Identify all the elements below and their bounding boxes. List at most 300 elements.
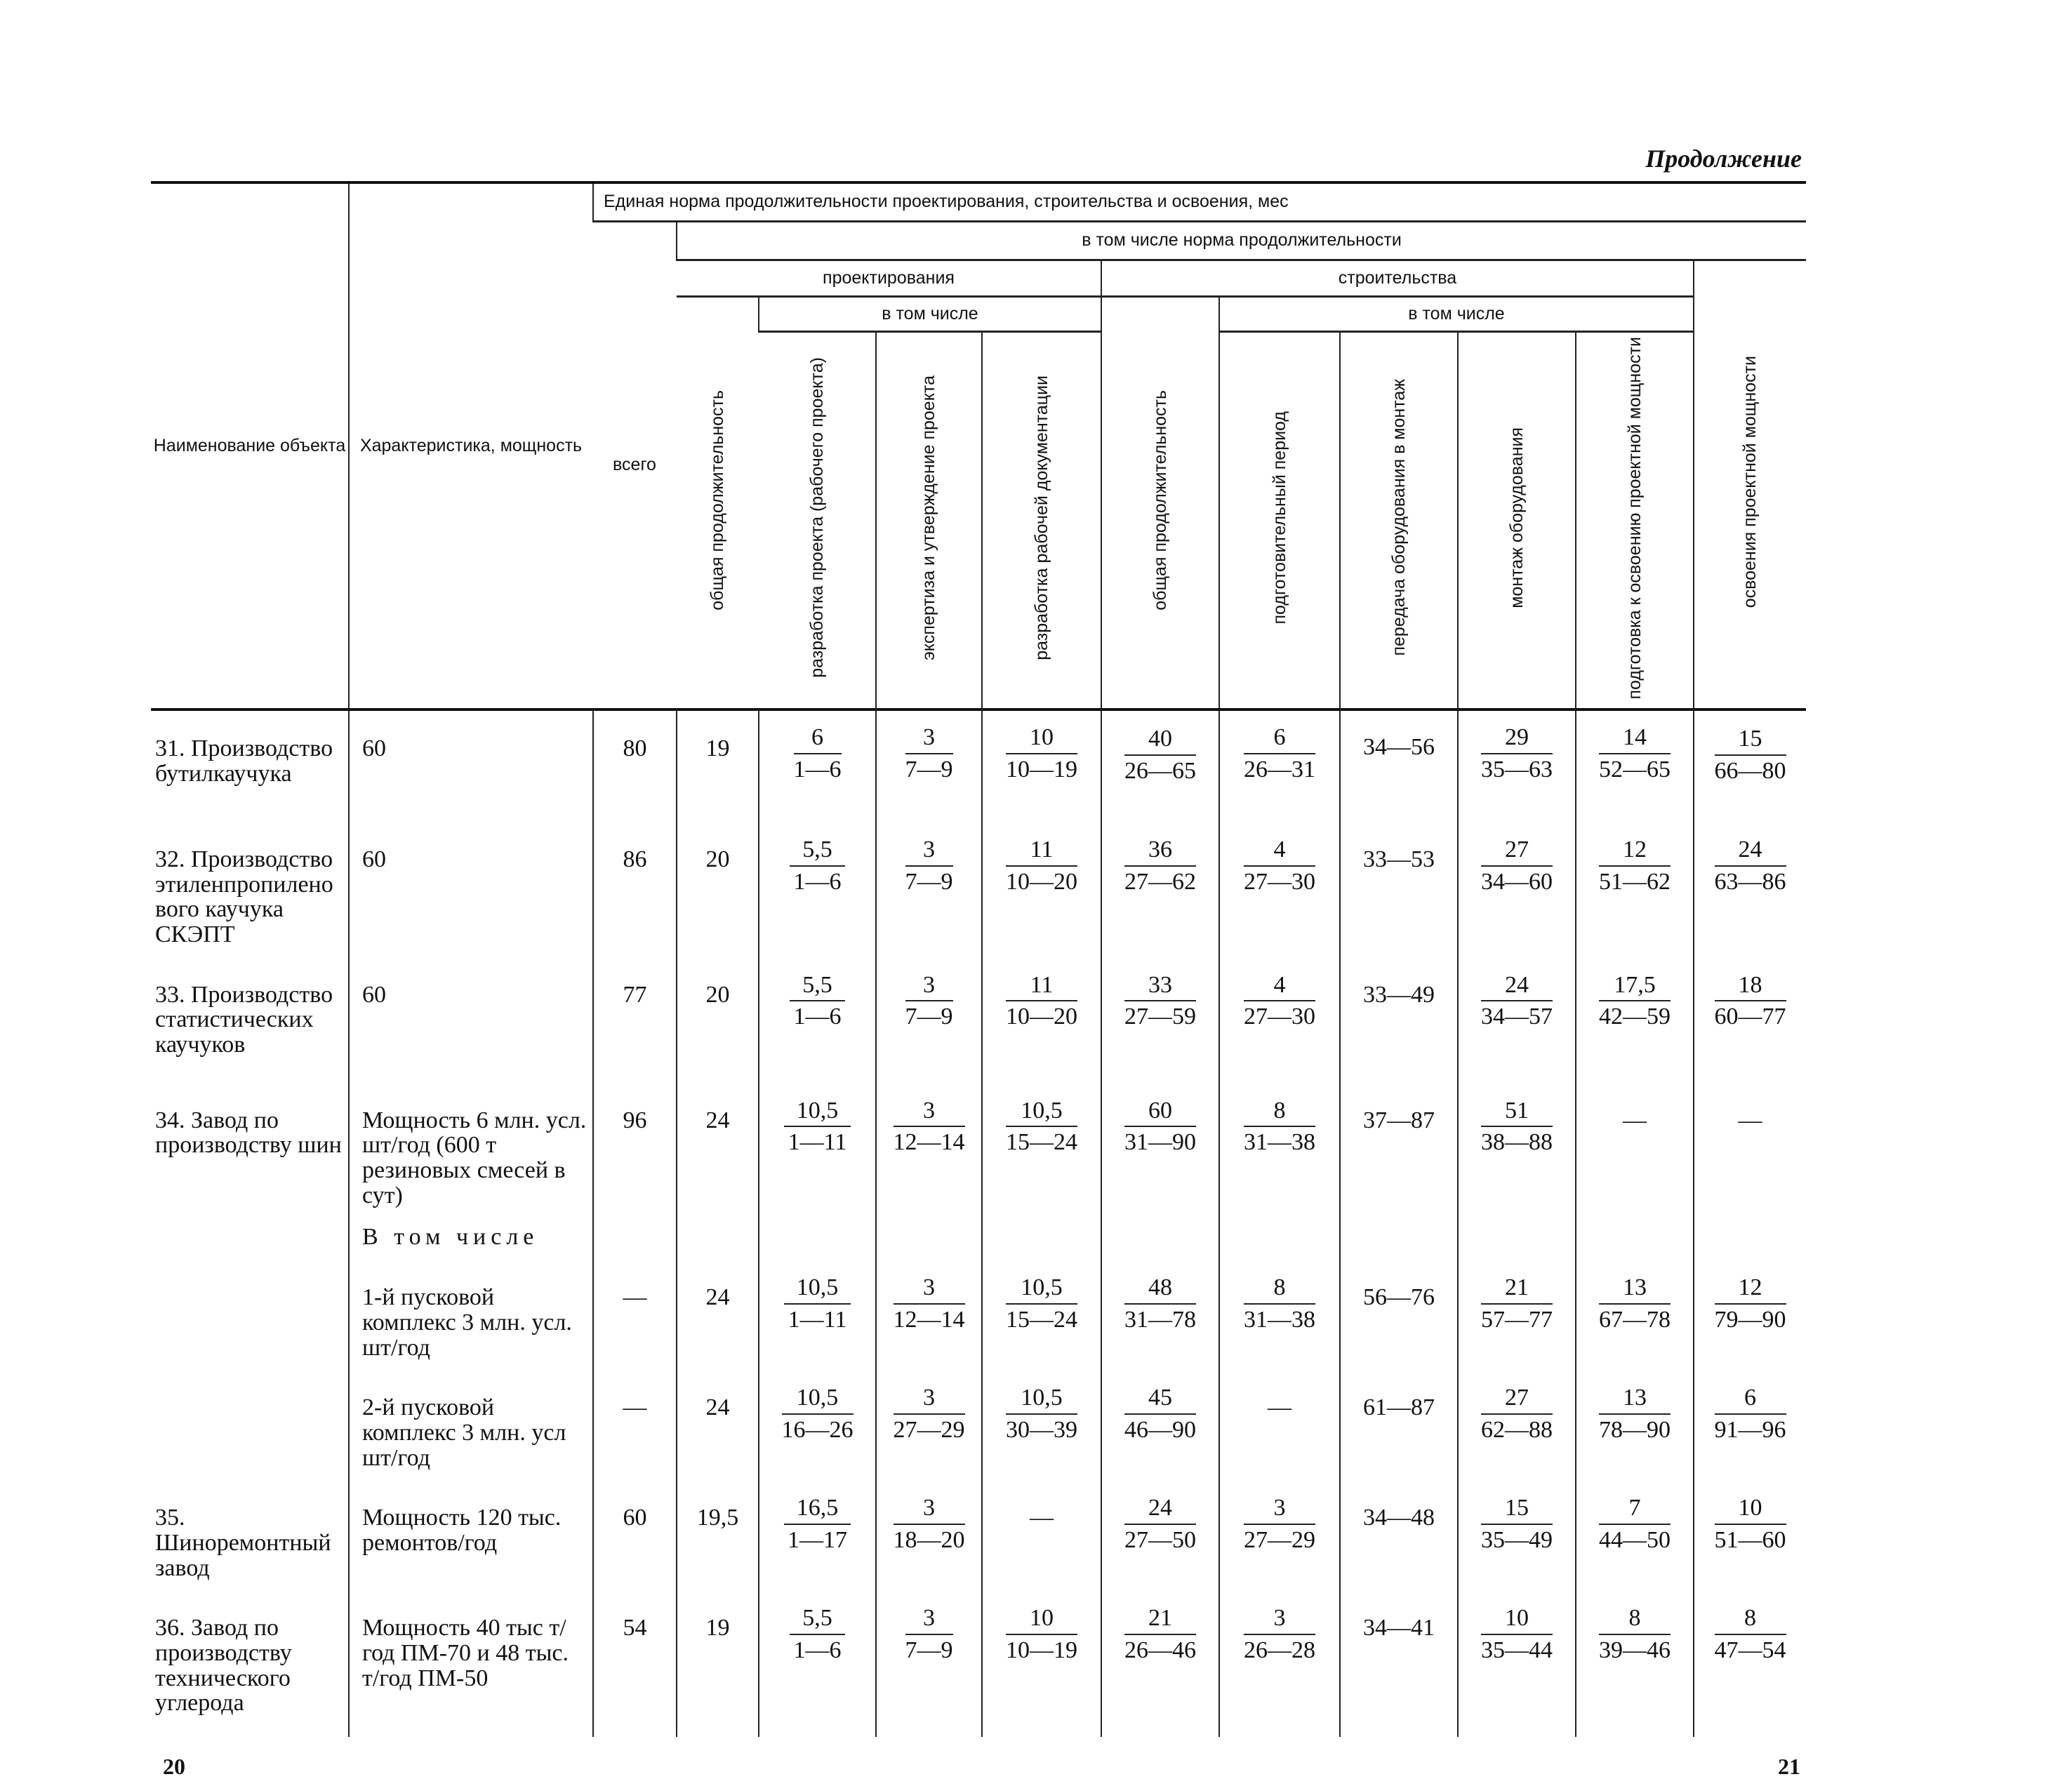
cell-work: — [982, 1480, 1101, 1590]
duration: 27 [1481, 837, 1553, 867]
header-unified-norm: Единая норма продолжительности проектирования, строительства и освоения, мес [593, 182, 1806, 221]
cell-mount [1458, 1480, 1576, 1590]
fraction [1481, 1098, 1553, 1155]
cell-exp [876, 1083, 982, 1218]
cell-transfer: 61—87 [1340, 1370, 1458, 1480]
period-range: 27—62 [1124, 868, 1196, 895]
fraction [782, 1385, 854, 1442]
duration: 12 [1715, 1275, 1786, 1305]
fraction [905, 973, 953, 1030]
header-constr-transfer: передача оборудования в монтаж [1388, 379, 1409, 656]
table-row [151, 957, 1806, 1083]
period-range: 1—17 [788, 1526, 847, 1553]
header-total: всего [593, 221, 677, 709]
duration: 6 [794, 725, 842, 754]
header-name: Наименование объекта [151, 182, 349, 709]
fraction [790, 973, 845, 1030]
cell-total: 96 [593, 1083, 677, 1218]
cell-transfer: 34—48 [1340, 1480, 1458, 1590]
cell-prep [1219, 1480, 1340, 1590]
fraction [1481, 973, 1553, 1030]
cell-exp [876, 1260, 982, 1370]
period-range: 27—30 [1244, 868, 1315, 895]
cell-dev [759, 1480, 876, 1590]
duration: 33 [1124, 973, 1196, 1002]
cell-mastery [1694, 709, 1806, 822]
characteristic: 2-й пусковой комплекс 3 млн. усл шт/год [349, 1370, 593, 1480]
period-range: 18—20 [893, 1526, 965, 1553]
fraction [790, 837, 845, 894]
period-range: 1—6 [793, 1637, 842, 1664]
cell-prep [1219, 1218, 1340, 1260]
period-range: 67—78 [1599, 1306, 1671, 1333]
fraction [1244, 973, 1315, 1030]
fraction [1124, 726, 1196, 783]
cell-mount [1458, 1370, 1576, 1480]
cell-ct [1101, 1260, 1219, 1370]
fraction [1006, 1606, 1077, 1663]
fraction [1006, 1098, 1077, 1155]
period-range: 38—88 [1481, 1129, 1553, 1156]
header-constr-mount: монтаж оборудования [1506, 427, 1527, 608]
duration: 10,5 [784, 1098, 851, 1128]
fraction [894, 1495, 965, 1552]
duration: 24 [1481, 973, 1553, 1002]
header-construction: строительства [1101, 260, 1694, 296]
duration: 3 [894, 1098, 965, 1128]
cell-ready: — [1576, 1083, 1694, 1218]
period-range: 31—38 [1244, 1129, 1315, 1156]
cell-ready [1576, 1218, 1694, 1260]
period-range: 7—9 [905, 1637, 953, 1664]
duration: 17,5 [1599, 973, 1671, 1002]
cell-dt: 24 [677, 1370, 759, 1480]
header-constr-ready: подготовка к освоению проектной мощности [1624, 336, 1645, 699]
period-range: 78—90 [1599, 1416, 1671, 1443]
fraction [1244, 1098, 1315, 1155]
period-range: 15—24 [1006, 1129, 1077, 1156]
fraction [1006, 1275, 1077, 1332]
cell-prep [1219, 957, 1340, 1083]
duration: 15 [1715, 726, 1786, 756]
cell-transfer [1340, 1218, 1458, 1260]
duration: 21 [1481, 1275, 1553, 1305]
fraction [905, 725, 953, 782]
fraction [1124, 1385, 1196, 1442]
object-name: 33. Производство статистических каучуков [155, 981, 333, 1058]
period-range: 12—14 [893, 1306, 965, 1333]
fraction [1481, 1275, 1553, 1332]
fraction [784, 1098, 851, 1155]
header-constr-incl: в том числе [1219, 296, 1694, 331]
cell-dev [759, 1260, 876, 1370]
fraction [1006, 837, 1077, 894]
fraction [1244, 837, 1315, 894]
cell-exp [876, 1370, 982, 1480]
cell-exp [876, 709, 982, 822]
cell-prep [1219, 1590, 1340, 1737]
cell-exp [876, 1218, 982, 1260]
object-name: 35. Шиноремонтный завод [155, 1505, 331, 1581]
fraction [894, 1275, 965, 1332]
period-range: 34—60 [1481, 868, 1553, 895]
cell-mastery [1694, 1480, 1806, 1590]
fraction [1124, 1606, 1196, 1663]
duration: 10,5 [1006, 1098, 1077, 1128]
cell-dev [759, 709, 876, 822]
period-range: 47—54 [1714, 1637, 1786, 1664]
duration: 3 [894, 1495, 965, 1525]
period-range: 26—46 [1124, 1637, 1196, 1664]
duration: 11 [1006, 973, 1077, 1002]
duration: 18 [1715, 973, 1786, 1002]
period-range: 35—49 [1481, 1526, 1553, 1553]
cell-ready [1576, 957, 1694, 1083]
header-design-incl: в том числе [759, 296, 1101, 331]
cell-prep [1219, 822, 1340, 957]
fraction [894, 1098, 965, 1155]
cell-dev [759, 822, 876, 957]
duration: 11 [1006, 837, 1077, 867]
cell-transfer: 34—41 [1340, 1590, 1458, 1737]
cell-ct [1101, 822, 1219, 957]
cell-ct [1101, 1083, 1219, 1218]
object-name: 36. Завод по производству технического углерода [155, 1615, 292, 1717]
fraction [1481, 1385, 1553, 1442]
duration: 3 [905, 837, 953, 867]
period-range: 63—86 [1714, 868, 1786, 895]
period-range: 35—63 [1481, 756, 1553, 782]
duration: 3 [905, 1606, 953, 1635]
fraction [1599, 973, 1671, 1030]
cell-prep [1219, 709, 1340, 822]
cell-prep: — [1219, 1370, 1340, 1480]
period-range: 1—11 [788, 1129, 847, 1156]
fraction [1244, 1606, 1315, 1663]
fraction [784, 1275, 851, 1332]
duration: 8 [1715, 1606, 1786, 1635]
duration: 4 [1244, 837, 1315, 867]
period-range: 35—44 [1481, 1637, 1553, 1664]
cell-dev [759, 1083, 876, 1218]
duration: 10,5 [782, 1385, 854, 1415]
cell-dt: 19,5 [677, 1480, 759, 1590]
cell-dev [759, 1370, 876, 1480]
cell-exp [876, 1480, 982, 1590]
cell-prep [1219, 1260, 1340, 1370]
duration: 3 [905, 725, 953, 754]
header-design-work: разработка рабочей документации [1031, 375, 1051, 660]
duration: 5,5 [790, 837, 845, 867]
table-row [151, 1260, 1806, 1370]
cell-total: 86 [593, 822, 677, 957]
period-range: 27—29 [893, 1416, 965, 1443]
cell-exp [876, 1590, 982, 1737]
period-range: 10—19 [1006, 756, 1077, 782]
duration: 5,5 [790, 1606, 845, 1635]
header-incl-norm: в том числе норма продолжительности [677, 221, 1806, 260]
duration: 14 [1599, 725, 1671, 754]
fraction [1599, 725, 1671, 782]
characteristic: В том числе [349, 1218, 593, 1260]
cell-work [982, 957, 1101, 1083]
duration: 45 [1124, 1385, 1196, 1415]
period-range: 7—9 [905, 1004, 953, 1030]
duration: 10 [1481, 1606, 1553, 1635]
cell-total: — [593, 1370, 677, 1480]
cell-dt: 24 [677, 1083, 759, 1218]
header-design-dev: разработка проекта (рабочего проекта) [806, 357, 827, 679]
duration: 6 [1715, 1385, 1786, 1415]
fraction [1244, 1275, 1315, 1332]
characteristic: 60 [349, 822, 593, 957]
fraction [1481, 837, 1553, 894]
fraction [1481, 1495, 1553, 1552]
header-constr-prep: подготовительный период [1269, 411, 1289, 625]
cell-work [982, 1083, 1101, 1218]
fraction [1006, 725, 1077, 782]
cell-dt [677, 1218, 759, 1260]
characteristic: Мощность 40 тыс т/год ПМ-70 и 48 тыс. т/год ПМ-50 [349, 1590, 593, 1737]
cell-work [982, 1218, 1101, 1260]
object-name: 34. Завод по производству шин [155, 1107, 342, 1159]
duration: 3 [894, 1385, 965, 1415]
cell-mount [1458, 1590, 1576, 1737]
cell-mastery [1694, 1260, 1806, 1370]
period-range: 66—80 [1714, 757, 1786, 784]
cell-mount [1458, 822, 1576, 957]
cell-transfer: 33—53 [1340, 822, 1458, 957]
fraction [794, 725, 842, 782]
table-row [151, 1480, 1806, 1590]
cell-total: 77 [593, 957, 677, 1083]
fraction [905, 837, 953, 894]
period-range: 27—29 [1244, 1526, 1315, 1553]
period-range: 27—30 [1244, 1004, 1315, 1030]
fraction [1481, 725, 1553, 782]
period-range: 42—59 [1599, 1004, 1671, 1030]
duration: 10,5 [784, 1275, 851, 1305]
duration: 10,5 [1006, 1275, 1077, 1305]
cell-ready [1576, 1480, 1694, 1590]
cell-mastery [1694, 822, 1806, 957]
header-design: проектирования [677, 260, 1101, 296]
duration: 10 [1715, 1495, 1786, 1525]
cell-work [982, 822, 1101, 957]
page-footer [151, 1754, 1806, 1779]
cell-mastery [1694, 1590, 1806, 1737]
duration: 48 [1124, 1275, 1196, 1305]
cell-dev [759, 1218, 876, 1260]
duration: 12 [1599, 837, 1671, 867]
duration: 10 [1006, 1606, 1077, 1635]
period-range: 16—26 [781, 1416, 854, 1443]
period-range: 15—24 [1006, 1306, 1077, 1333]
cell-total [593, 1218, 677, 1260]
period-range: 31—90 [1124, 1129, 1196, 1156]
table-row [151, 1590, 1806, 1737]
cell-ct [1101, 1590, 1219, 1737]
duration: 36 [1124, 837, 1196, 867]
object-name: 32. Производство этиленпропиленового каучука СКЭПТ [155, 846, 333, 948]
duration: 10 [1006, 725, 1077, 754]
fraction [1715, 1275, 1786, 1332]
period-range: 46—90 [1124, 1416, 1196, 1443]
characteristic: 1-й пусковой комплекс 3 млн. усл. шт/год [349, 1260, 593, 1370]
duration: 40 [1124, 726, 1196, 756]
cell-mastery [1694, 957, 1806, 1083]
duration: 10,5 [1006, 1385, 1077, 1415]
cell-transfer: 33—49 [1340, 957, 1458, 1083]
period-range: 57—77 [1481, 1306, 1553, 1333]
period-range: 10—19 [1006, 1637, 1077, 1664]
duration: 27 [1481, 1385, 1553, 1415]
fraction [1244, 725, 1315, 782]
cell-total: 54 [593, 1590, 677, 1737]
cell-ready [1576, 1260, 1694, 1370]
fraction [1124, 1275, 1196, 1332]
duration: 60 [1124, 1098, 1196, 1128]
cell-mount [1458, 957, 1576, 1083]
fraction [1244, 1495, 1315, 1552]
cell-dt: 19 [677, 709, 759, 822]
fraction [1124, 1098, 1196, 1155]
period-range: 62—88 [1481, 1416, 1553, 1443]
cell-transfer: 34—56 [1340, 709, 1458, 822]
fraction [1715, 1385, 1786, 1442]
cell-mastery: — [1694, 1083, 1806, 1218]
duration: 24 [1124, 1495, 1196, 1525]
fraction [894, 1385, 965, 1442]
duration: 8 [1244, 1275, 1315, 1305]
fraction [1599, 1606, 1671, 1663]
cell-mount [1458, 1083, 1576, 1218]
fraction [1599, 837, 1671, 894]
fraction [1715, 1606, 1786, 1663]
period-range: 91—96 [1714, 1416, 1786, 1443]
duration: 5,5 [790, 973, 845, 1002]
period-range: 1—6 [793, 1004, 842, 1030]
object-name [151, 1218, 349, 1260]
fraction [1599, 1275, 1671, 1332]
cell-transfer: 56—76 [1340, 1260, 1458, 1370]
cell-prep [1219, 1083, 1340, 1218]
cell-total: 60 [593, 1480, 677, 1590]
duration: 4 [1244, 973, 1315, 1002]
fraction [1006, 1385, 1077, 1442]
cell-ct [1101, 1218, 1219, 1260]
period-range: 52—65 [1599, 756, 1671, 782]
duration: 51 [1481, 1098, 1553, 1128]
period-range: 7—9 [905, 868, 953, 895]
continuation-label: Продолжение [1645, 145, 1802, 173]
object-name [151, 1370, 349, 1480]
page-number-right: 21 [1778, 1754, 1800, 1779]
period-range: 1—6 [793, 756, 842, 782]
cell-ready [1576, 1370, 1694, 1480]
object-name: 31. Производство бутилкаучука [155, 735, 333, 787]
cell-ct [1101, 1370, 1219, 1480]
table-row [151, 1218, 1806, 1260]
fraction [905, 1606, 953, 1663]
period-range: 10—20 [1006, 1004, 1077, 1030]
period-range: 12—14 [893, 1129, 965, 1156]
fraction [1715, 726, 1786, 783]
period-range: 30—39 [1006, 1416, 1077, 1443]
duration: 3 [905, 973, 953, 1002]
cell-work [982, 1590, 1101, 1737]
period-range: 1—6 [793, 868, 842, 895]
duration: 8 [1244, 1098, 1315, 1128]
table-row [151, 822, 1806, 957]
fraction [1715, 973, 1786, 1030]
page-number-left: 20 [163, 1754, 185, 1779]
fraction [1715, 837, 1786, 894]
table-row [151, 709, 1806, 822]
cell-exp [876, 957, 982, 1083]
object-name [151, 1260, 349, 1370]
duration: 8 [1599, 1606, 1671, 1635]
period-range: 44—50 [1599, 1526, 1671, 1553]
duration: 29 [1481, 725, 1553, 754]
period-range: 26—31 [1244, 756, 1315, 782]
duration-norms-table [151, 181, 1806, 1737]
duration: 6 [1244, 725, 1315, 754]
fraction [790, 1606, 845, 1663]
table-row [151, 1083, 1806, 1218]
duration: 3 [894, 1275, 965, 1305]
period-range: 51—60 [1714, 1526, 1786, 1553]
duration: 3 [1244, 1495, 1315, 1525]
cell-ready [1576, 709, 1694, 822]
period-range: 26—65 [1124, 757, 1196, 784]
characteristic: Мощность 120 тыс. ремонтов/год [349, 1480, 593, 1590]
fraction [1124, 973, 1196, 1030]
cell-ready [1576, 1590, 1694, 1737]
fraction [1006, 973, 1077, 1030]
cell-mastery [1694, 1370, 1806, 1480]
duration: 13 [1599, 1275, 1671, 1305]
fraction [1124, 837, 1196, 894]
duration: 21 [1124, 1606, 1196, 1635]
header-characteristic: Характеристика, мощность [349, 182, 593, 709]
period-range: 7—9 [905, 756, 953, 782]
duration: 15 [1481, 1495, 1553, 1525]
fraction [1715, 1495, 1786, 1552]
cell-mount [1458, 1218, 1576, 1260]
duration: 3 [1244, 1606, 1315, 1635]
cell-mastery [1694, 1218, 1806, 1260]
period-range: 27—50 [1124, 1526, 1196, 1553]
period-range: 31—38 [1244, 1306, 1315, 1333]
duration: 13 [1599, 1385, 1671, 1415]
fraction [1599, 1385, 1671, 1442]
cell-total: — [593, 1260, 677, 1370]
cell-ct [1101, 709, 1219, 822]
period-range: 51—62 [1599, 868, 1671, 895]
period-range: 79—90 [1714, 1306, 1786, 1333]
cell-dt: 24 [677, 1260, 759, 1370]
cell-mount [1458, 1260, 1576, 1370]
cell-ct [1101, 1480, 1219, 1590]
header-design-exp: экспертиза и утверждение проекта [919, 375, 939, 660]
cell-dt: 20 [677, 957, 759, 1083]
cell-mount [1458, 709, 1576, 822]
fraction [1599, 1495, 1671, 1552]
cell-total: 80 [593, 709, 677, 822]
duration: 16,5 [784, 1495, 851, 1525]
period-range: 1—11 [788, 1306, 847, 1333]
